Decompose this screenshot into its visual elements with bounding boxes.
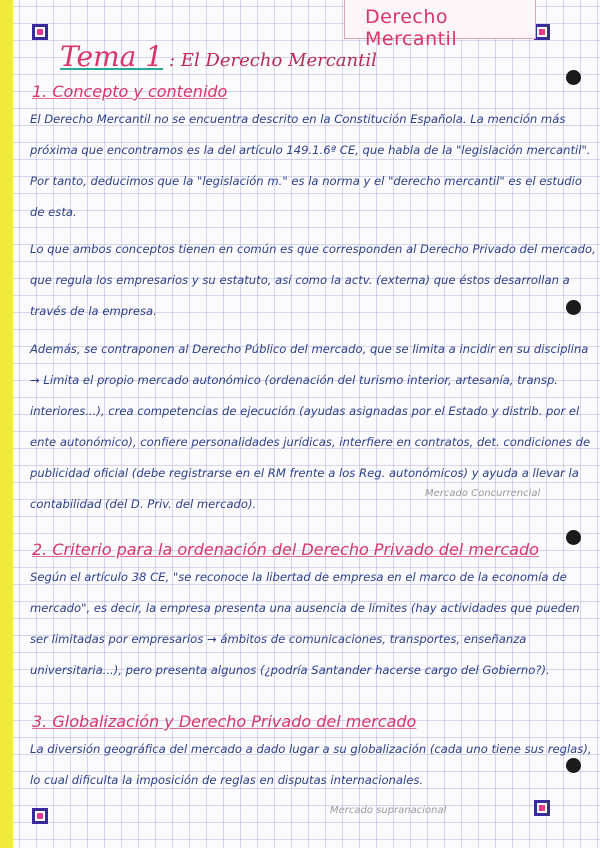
section-heading: 2. Criterio para la ordenación del Derecho Privado del mercado <box>32 540 539 559</box>
section-heading: 1. Concepto y contenido <box>32 82 228 101</box>
page-title <box>60 40 377 73</box>
title-main: Tema 1 <box>60 40 164 73</box>
title-rest: : El Derecho Mercantil <box>169 50 377 71</box>
paragraph: Según el artículo 38 CE, "se reconoce la libertad de empresa en el marco de la economía de mercado", es decir, la empresa presenta una ausencia de límites (hay actividades que pueden ser limitadas por empresarios → ámbitos de comunicaciones, transportes, enseñanza universitaria...), pero presenta algunos (¿podría Santander hacerse cargo del Gobierno?). <box>30 570 580 677</box>
margin-note: Mercado Concurrencial <box>425 488 541 499</box>
binder-hole <box>566 70 581 85</box>
corner-marker <box>534 800 550 816</box>
paragraph: Además, se contraponen al Derecho Público del mercado, que se limita a incidir en su disciplina → Limita el propio mercado autonómico (ordenación del turismo interior, artesanía, transp. interiores...), crea competencias de ejecución (ayudas asignadas por el Estado y distrib. por el ente autonómico), confiere personalidades jurídicas, interfiere en contratos, det. condiciones de publicidad oficial (debe registrarse en el RM frente a los Reg. autonómicos) y ayuda a llevar la contabilidad (del D. Priv. del mercado). <box>30 342 591 511</box>
corner-marker <box>32 808 48 824</box>
corner-marker <box>534 24 550 40</box>
paragraph: La diversión geográfica del mercado a dado lugar a su globalización (cada uno tiene sus reglas), lo cual dificulta la imposición de reglas en disputas internacionales. <box>30 742 592 787</box>
subject-tab <box>344 0 536 50</box>
paragraph: El Derecho Mercantil no se encuentra descrito en la Constitución Española. La mención más próxima que encontramos es la del artículo 149.1.6ª CE, que habla de la "legislación mercantil". Por tanto, deducimos que la "legislación m." es la norma y el "derecho mercantil" es el estudio de esta. <box>30 112 591 219</box>
subject-label: Derecho Mercantil <box>365 6 458 50</box>
section-heading: 3. Globalización y Derecho Privado del mercado <box>32 712 417 731</box>
binder-hole <box>566 530 581 545</box>
corner-marker <box>32 24 48 40</box>
margin-note: Mercado supranacional <box>330 805 447 816</box>
paragraph: Lo que ambos conceptos tienen en común es que corresponden al Derecho Privado del mercado, que regula los empresarios y su estatuto, así como la actv. (externa) que éstos desarrollan a través de la empresa. <box>30 242 596 318</box>
